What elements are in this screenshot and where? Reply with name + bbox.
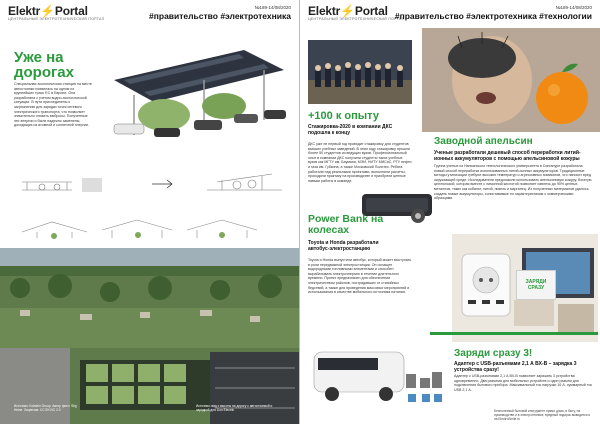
bolt-icon: ⚡ (40, 4, 55, 18)
socket-label (516, 270, 556, 300)
group-photo (308, 40, 412, 104)
photo-caption-left: Источник: Kolstein Group. Автор фото: Stig Heine. Лицензия: CC BY-NC 2.0 (14, 404, 77, 412)
powerbank-subtitle: Toyota и Honda разработали автобус-электростанцию (308, 240, 379, 252)
aerial-photo (0, 248, 300, 424)
socket-label-big: ЗАРЯДИ (525, 279, 547, 285)
hashtags[interactable]: #правительство #электротехника #технологии (394, 11, 592, 21)
powerbank-body: Toyota и Honda выпустили автобус, который может выступать в роли передвижной электростанции. Он оснащен водородными топливными элементами и способен вырабатывать электроэнергию в течение длительного времени. Проект предназначен для обеспечения электричеством районов, пострадавших от стихийных бедствий, а также для проведения массовых мероприятий и использования в качестве мобильного источника питания. (308, 258, 412, 295)
logo-subtitle: ЦЕНТРАЛЬНЫЙ ЭЛЕКТРОТЕХНИЧЕСКИЙ ПОРТАЛ (8, 17, 105, 21)
article-body: Специальная экологическая станция на месте автостоянки появилась на одном из крупнейших трасс ЕС в Европе. Она разработана с учетом водно-экологической ситуации. В пути присоединены к загрязнению для зарядки точек сетевого электрического транспорта, что позволяет значительно снизить выбросы. Полученные эти энергии и были надежно заменены, доходящих из атомной и солнечной энергии. (14, 82, 92, 128)
hashtags[interactable]: #правительство #электротехника (149, 11, 291, 21)
orange-subtitle: Ученые разработали дешевый способ переработки литий-ионных аккумуляторов с помощью апельсиновой кожуры (434, 150, 581, 162)
internship-body: ДКС уже не первый год проводит стажировку для студентов высших учебных заведений. В этом году стажировку прошли более 50 студентов из ведущих вузов. Профессиональный опыт в компании ДКС получили студенты таких учебных вузов как МГТУ им. Баумана, МЭИ, НИТУ МИСиС, РГУ нефти и газа им. Губкина, а также Московский Политех. Ребята работали над реальными проектами, выполняли расчеты, проходили практику на производстве и приобрели ценные навыки работы в команде. (308, 142, 412, 183)
solar-canopy-illustration (94, 40, 294, 150)
socket-label-small: СРАЗУ (527, 285, 545, 291)
concept-sketches (12, 160, 292, 202)
logo-subtitle: ЦЕНТРАЛЬНЫЙ ЭЛЕКТРОТЕХНИЧЕСКИЙ ПОРТАЛ (308, 17, 405, 21)
bus-illustration (308, 338, 448, 414)
logo-tail: Portal (354, 4, 388, 18)
page-header (308, 4, 592, 26)
logo-tail: Portal (54, 4, 88, 18)
logo[interactable] (8, 4, 88, 18)
green-accent-bar (430, 332, 598, 335)
bolt-icon: ⚡ (340, 4, 355, 18)
logo-text: Elektr (308, 4, 341, 18)
issue-number: №189-14/08/2020 (555, 5, 592, 10)
orange-head-photo (422, 28, 600, 132)
powerbank-title: Power Bank на колесах (308, 213, 384, 236)
logo[interactable] (308, 4, 388, 18)
canopy-sketches (12, 208, 292, 242)
photo-caption-right: Источник: вид с высоты на дорогу с автостоянкой и зарядкой для Lion Electric (196, 404, 273, 412)
right-page (300, 0, 600, 424)
logo-text: Elektr (8, 4, 41, 18)
page-header (8, 4, 291, 26)
charge-title: Заряди сразу 3! (454, 348, 533, 359)
issue-number: №189-14/08/2020 (254, 5, 291, 10)
charge-footer: Бесполезный бытовой инструмент прямо дома, в быту, на производстве и в электротехнике, вредный подарок выводится и на ElectroSmile.ru (494, 409, 591, 421)
charge-body: Адаптер с USB-разъемами 2,1 А ВХ-В позволяет заряжать 3 устройства одновременно. Два разъема для мобильных устройств и один разъем для подключения бытового прибора. Максимальный ток нагрузки 16 А, суммарный ток USB 2,1 А. (454, 374, 592, 392)
charge-subtitle: Адаптер с USB-разъемами 2,1 А ВХ-В – зарядка 3 устройства сразу! (454, 361, 577, 373)
orange-title: Заводной апельсин (434, 136, 533, 147)
orange-body: Группа ученых из Наньянского технологического университета в Сингапуре разработала новый способ переработки использованных литий-ионных аккумуляторов. Традиционные методы утилизации требуют высоких температур и агрессивных химикатов, что наносит вред окружающей среде. Исследователи предложили использовать апельсиновую кожуру, богатую целлюлозой, которая вместе с лимонной кислотой позволяет извлечь до 90% ценных металлов, таких как кобальт, литий, никель и марганец. Из полученных материалов удалось создать новые аккумуляторы, сопоставимые по характеристикам с коммерческими образцами. (434, 164, 592, 201)
article-title: Уже на дорогах (14, 49, 74, 81)
internship-title: +100 к опыту (308, 110, 379, 122)
internship-subtitle: Стажировка-2020 в компании ДКС подошла к концу (308, 124, 393, 136)
